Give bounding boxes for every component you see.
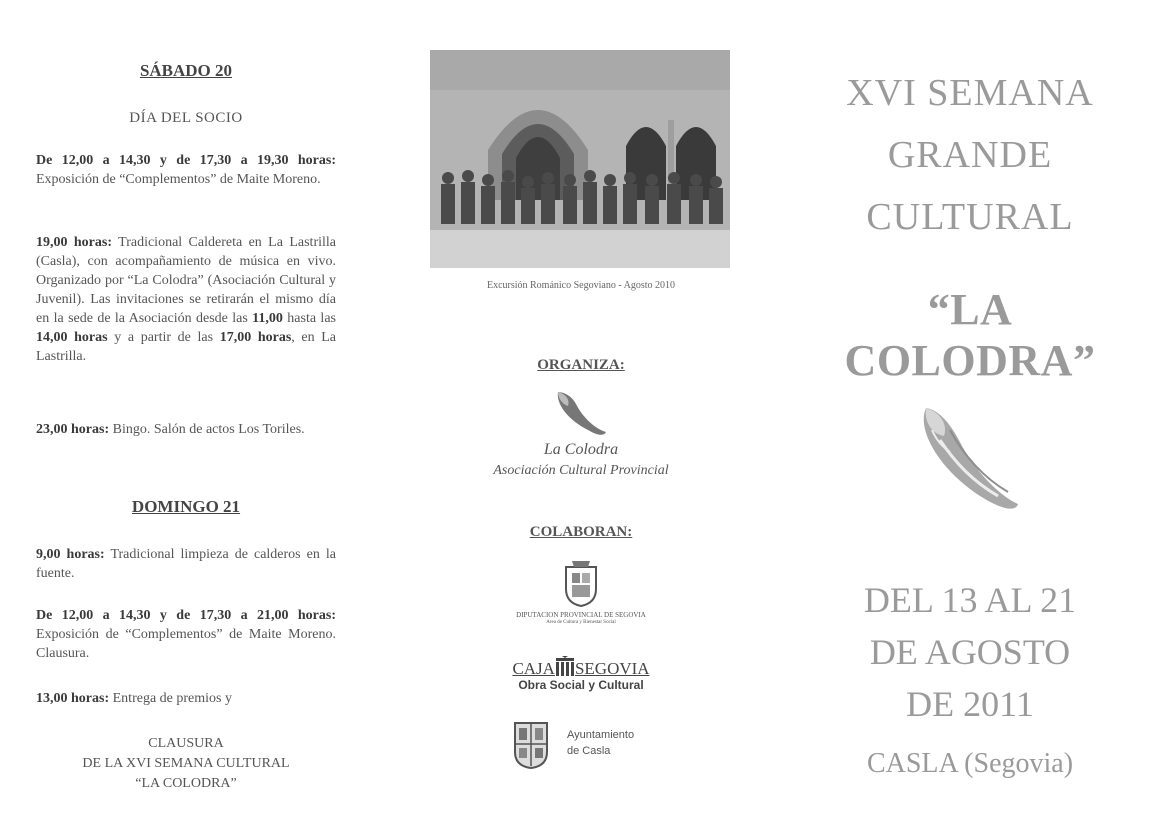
title-line: XVI SEMANA [846, 72, 1094, 114]
item-bold: 11,00 [252, 311, 283, 326]
caja-word: CAJA [512, 659, 555, 678]
title-line: GRANDE [887, 134, 1053, 176]
sunday-item-2 [36, 606, 336, 663]
sunday-item-1 [36, 545, 336, 583]
diputacion-name: DIPUTACION PROVINCIAL DE SEGOVIA [516, 611, 646, 619]
item-time: De 12,00 a 14,30 y de 17,30 a 21,00 horas: [36, 608, 336, 623]
item-time: 9,00 horas: [36, 547, 105, 562]
item-text: y a partir de las [107, 330, 220, 345]
closing-line: DE LA XVI SEMANA CULTURAL [82, 756, 290, 771]
sunday-item-3 [36, 689, 336, 708]
ayuntamiento-line: Ayuntamiento [567, 729, 635, 741]
event-title [800, 62, 1140, 248]
photo-caption: Excursión Románico Segoviano - Agosto 2010 [486, 280, 676, 291]
item-time: 19,00 horas: [36, 235, 112, 250]
item-time: 13,00 horas: [36, 691, 110, 706]
colodra-horn-illustration-icon [910, 400, 1022, 523]
closing-line: “LA COLODRA” [135, 776, 237, 791]
item-time: De 12,00 a 14,30 y de 17,30 a 19,30 horas: [36, 153, 336, 168]
diputacion-text [428, 611, 734, 627]
closing-text [36, 734, 336, 794]
saturday-item-2 [36, 233, 336, 366]
group-photo [430, 50, 730, 268]
program-middle-panel [428, 0, 734, 825]
saturday-subheading: DÍA DEL SOCIO [129, 110, 243, 126]
item-text: Exposición de “Complementos” de Maite Moreno. [36, 172, 321, 187]
sunday-heading: DOMINGO 21 [131, 497, 241, 516]
segovia-word: SEGOVIA [574, 659, 650, 678]
caja-obra-social: Obra Social y Cultural [518, 678, 644, 692]
title-line: CULTURAL [866, 196, 1074, 238]
item-text: Entrega de premios y [112, 691, 232, 706]
diputacion-area: Area de Cultura y Bienestar Social [546, 620, 616, 625]
saturday-item-3 [36, 420, 336, 439]
date-line: DEL 13 AL 21 [863, 580, 1077, 620]
date-line: DE AGOSTO [869, 632, 1071, 672]
item-bold: 17,00 horas [219, 330, 292, 345]
ayuntamiento-line: de Casla [567, 745, 611, 757]
item-time: 23,00 horas: [36, 422, 110, 437]
item-text: Bingo. Salón de actos Los Toriles. [112, 422, 305, 437]
saturday-heading: SÁBADO 20 [139, 61, 233, 80]
event-place: CASLA (Segovia) [866, 748, 1074, 779]
item-bold: 14,00 horas [36, 330, 108, 345]
item-text: Exposición de “Complementos” de Maite Moreno. Clausura. [36, 627, 336, 661]
item-text: hasta las [282, 311, 336, 326]
colodra-horn-logo-icon [554, 390, 608, 445]
closing-line: CLAUSURA [148, 736, 224, 751]
program-left-panel [36, 0, 336, 825]
program-cover-panel [800, 0, 1150, 825]
item-text: Tradicional limpieza de calderos en la fuente. [36, 547, 336, 581]
ayuntamiento-coat-of-arms-icon [512, 720, 550, 775]
saturday-item-1 [36, 151, 336, 189]
diputacion-coat-of-arms-icon [562, 561, 600, 612]
date-line: DE 2011 [906, 684, 1034, 724]
organiza-heading: ORGANIZA: [537, 357, 625, 373]
event-name: “LA COLODRA” [844, 285, 1096, 385]
organizer-name: La Colodra [543, 441, 619, 458]
event-dates [800, 574, 1140, 730]
item-text: , en La Lastrilla. [36, 330, 337, 364]
ayuntamiento-text [567, 727, 687, 759]
item-text: Tradicional Caldereta en La Lastrilla (Casla), con acompañamiento de música en vivo. Organizado por “La Colodra” (Asociación Cultural y Juvenil). Las invitaciones se retirarán el mismo día en la sede de la Asociación desde las [36, 235, 336, 326]
organizer-subtitle: Asociación Cultural Provincial [493, 463, 669, 478]
colaboran-heading: COLABORAN: [529, 524, 633, 540]
